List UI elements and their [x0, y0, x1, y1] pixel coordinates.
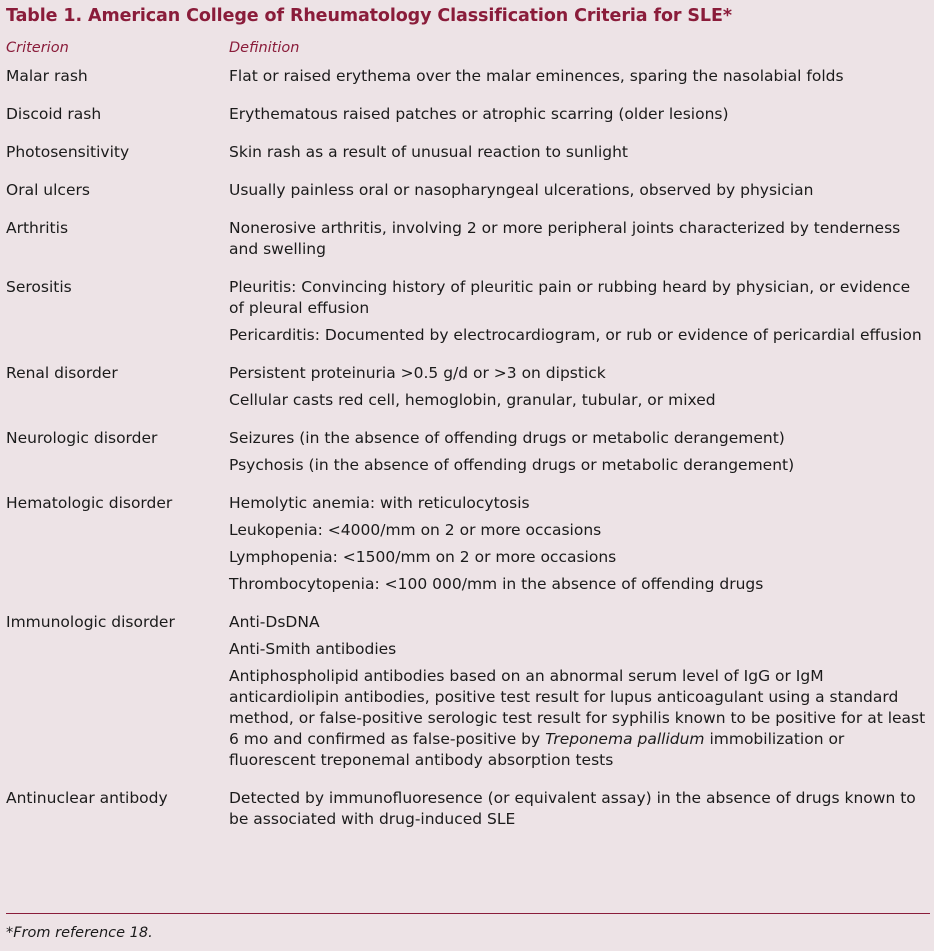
definition-cell: [229, 180, 929, 201]
definition-cell: [229, 493, 929, 595]
definition-cell: [229, 428, 929, 476]
definition-line: Seizures (in the absence of offending drugs or metabolic derangement): [229, 429, 785, 447]
column-header-criterion: Criterion: [6, 40, 69, 56]
definition-cell: [229, 788, 929, 830]
criterion-cell: Hematologic disorder: [6, 494, 173, 512]
table-row: [0, 428, 934, 476]
table-row: [0, 788, 934, 830]
table-row: [0, 142, 934, 163]
definition-cell: [229, 277, 929, 346]
definition-line: Anti-Smith antibodies: [229, 640, 397, 658]
criterion-cell: Malar rash: [6, 67, 88, 85]
definition-cell: [229, 142, 929, 163]
definition-line: Persistent proteinuria >0.5 g/d or >3 on dipstick: [229, 364, 606, 382]
table-row: [0, 363, 934, 411]
table-title: Table 1. American College of Rheumatology Classification Criteria for SLE*: [6, 6, 732, 26]
definition-line: Pericarditis: Documented by electrocardiogram, or rub or evidence of pericardial effusion: [229, 326, 922, 344]
definition-line: Nonerosive arthritis, involving 2 or more peripheral joints characterized by tenderness and swelling: [229, 219, 901, 258]
definition-cell: [229, 612, 929, 771]
criteria-table-body: [0, 66, 934, 847]
footnote-divider: [6, 913, 930, 914]
table-row: [0, 493, 934, 595]
definition-cell: [229, 363, 929, 411]
footnote: *From reference 18.: [6, 925, 153, 941]
definition-line: Anti-DsDNA: [229, 613, 320, 631]
table-row: [0, 66, 934, 87]
criterion-cell: Neurologic disorder: [6, 429, 158, 447]
criterion-cell: Discoid rash: [6, 105, 102, 123]
definition-line: [229, 666, 929, 771]
definition-text: Antiphospholipid antibodies based on an abnormal serum level of IgG or IgM anticardiolipin antibodies, positive test result for lupus anticoagulant using a standard method, or false-positive serologic test result for syphilis known to be positive for at least 6 mo and confirmed as false-positive by: [229, 667, 926, 748]
criterion-cell: Serositis: [6, 278, 72, 296]
criterion-cell: Oral ulcers: [6, 181, 90, 199]
table-row: [0, 612, 934, 771]
criterion-cell: Arthritis: [6, 219, 69, 237]
criterion-cell: Antinuclear antibody: [6, 789, 168, 807]
definition-cell: [229, 66, 929, 87]
criterion-cell: Immunologic disorder: [6, 613, 175, 631]
table-row: [0, 277, 934, 346]
table-row: [0, 104, 934, 125]
criterion-cell: Renal disorder: [6, 364, 118, 382]
definition-line: Hemolytic anemia: with reticulocytosis: [229, 494, 530, 512]
definition-line: Pleuritis: Convincing history of pleuritic pain or rubbing heard by physician, or evidence of pleural effusion: [229, 278, 911, 317]
table-row: [0, 218, 934, 260]
definition-line: Erythematous raised patches or atrophic scarring (older lesions): [229, 105, 729, 123]
definition-line: Detected by immunofluoresence (or equivalent assay) in the absence of drugs known to be associated with drug-induced SLE: [229, 789, 916, 828]
table-row: [0, 180, 934, 201]
definition-cell: [229, 104, 929, 125]
definition-line: Psychosis (in the absence of offending drugs or metabolic derangement): [229, 456, 795, 474]
definition-text: immobilization or fluorescent treponemal antibody absorption tests: [229, 730, 845, 769]
definition-line: Usually painless oral or nasopharyngeal ulcerations, observed by physician: [229, 181, 814, 199]
criterion-cell: Photosensitivity: [6, 143, 130, 161]
definition-line: Thrombocytopenia: <100 000/mm in the absence of offending drugs: [229, 575, 764, 593]
species-name: Treponema pallidum: [545, 730, 705, 748]
definition-line: Leukopenia: <4000/mm on 2 or more occasions: [229, 521, 602, 539]
column-header-definition: Definition: [229, 40, 300, 56]
definition-line: Cellular casts red cell, hemoglobin, granular, tubular, or mixed: [229, 391, 716, 409]
definition-line: Skin rash as a result of unusual reaction to sunlight: [229, 143, 629, 161]
definition-line: Flat or raised erythema over the malar eminences, sparing the nasolabial folds: [229, 67, 844, 85]
definition-line: Lymphopenia: <1500/mm on 2 or more occasions: [229, 548, 617, 566]
definition-cell: [229, 218, 929, 260]
